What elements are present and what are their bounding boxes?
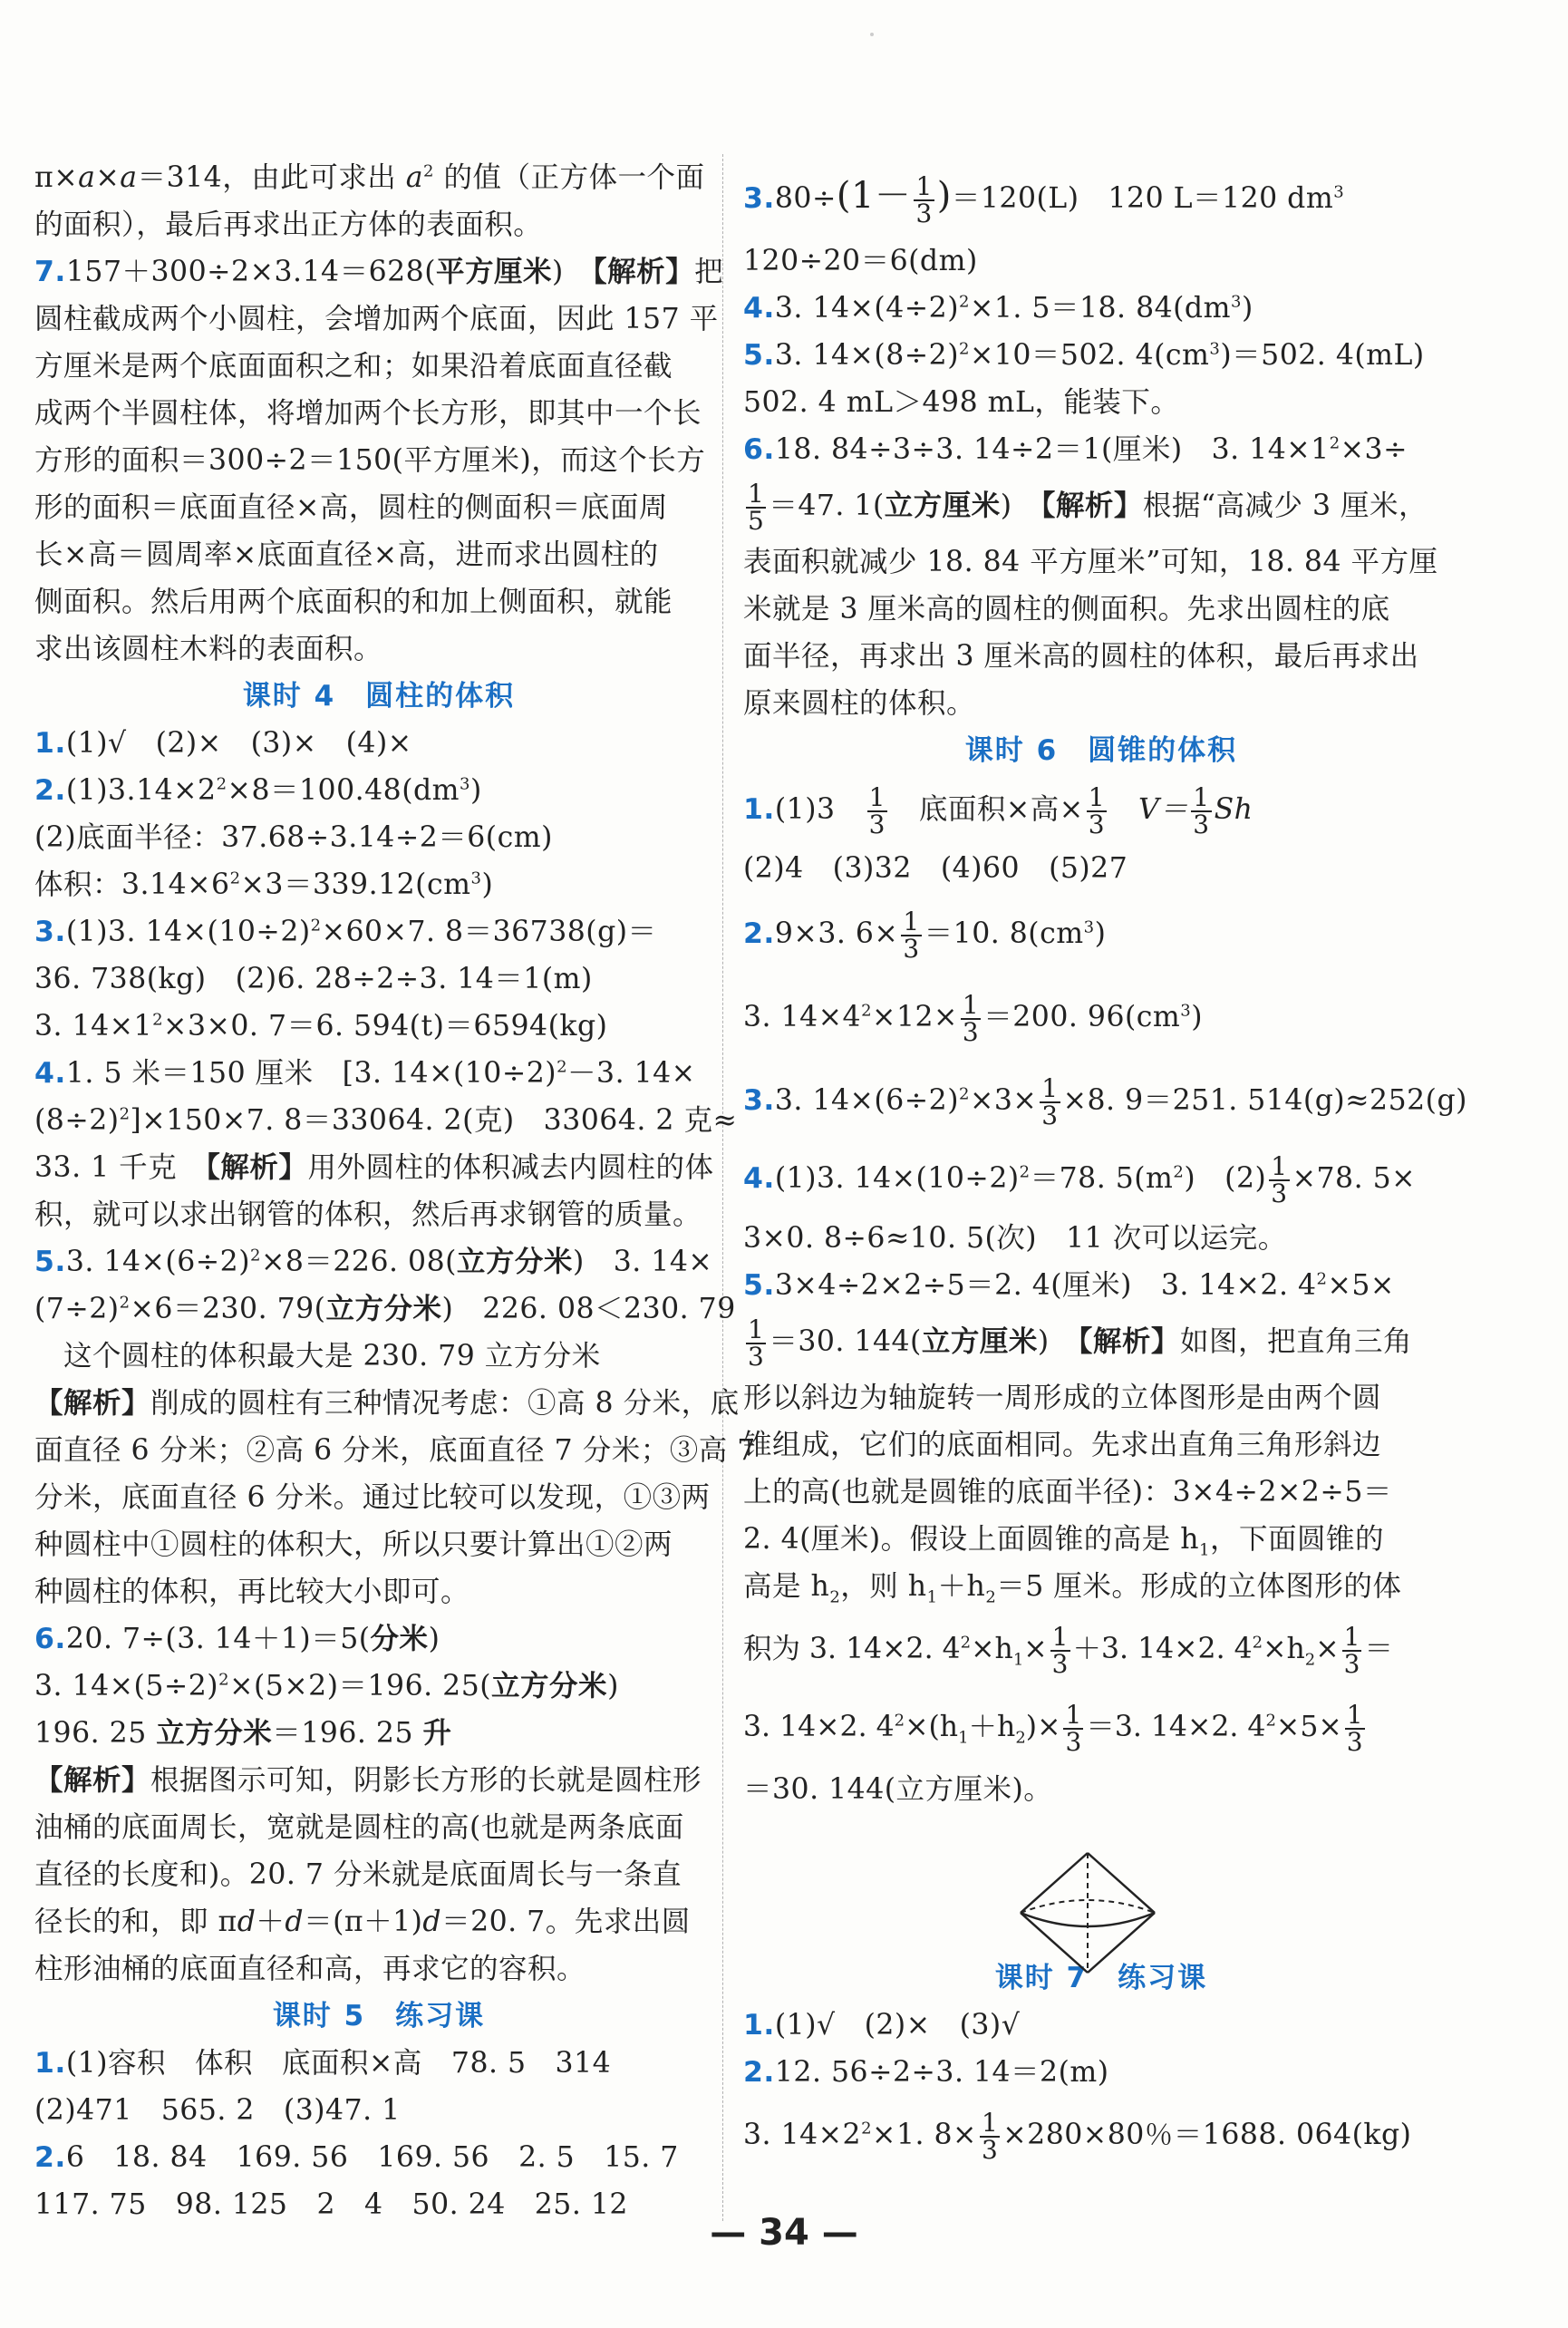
text-line: 柱形油桶的底面直径和高，再求它的容积。	[34, 1953, 586, 1985]
text-line: 形的面积＝底面直径×高，圆柱的侧面积＝底面周	[34, 491, 668, 524]
lower-cone-left-edge	[1021, 1913, 1088, 1973]
text-line: 【解析】根据图示可知，阴影长方形的长就是圆柱形	[34, 1763, 702, 1797]
text-line: 直径的长度和)。20. 7 分米就是底面周长与一条直	[34, 1858, 682, 1891]
text-line: ＝30. 144(立方厘米)。	[743, 1773, 1053, 1806]
text-line: 上的高(也就是圆锥的底面半径)：3×4÷2×2÷5＝	[743, 1476, 1392, 1508]
text-line: 3. 14×2. $4^2\times(h_1+h_2)\times$ $\frac{1}{3}$ ＝3. 14×2. $4^2\times 5\times$ $\frac{1}{3}$	[743, 1699, 1363, 1757]
text-line: 面直径 6 分米；②高 6 分米，底面直径 7 分米；③高 7	[34, 1434, 756, 1467]
text-line: 分米，底面直径 6 分米。通过比较可以发现，①③两	[34, 1481, 711, 1514]
answer-4: 4.3. $14\times(4\div 2)^2\times 1$. 5＝18. $84(dm^3)$	[743, 292, 1253, 325]
text-line: 长×高＝圆周率×底面直径×高，进而求出圆柱的	[34, 538, 659, 571]
answer-1: 1.(1)3 $\frac{1}{3}$ 底面积×高× $\frac{1}{3}$ V＝ $\frac{1}{3}$ Sh	[743, 781, 1253, 839]
fraction: $\frac{1}{3}$	[1346, 1699, 1363, 1757]
text-line: 196. 25 立方分米＝196. 25 升	[34, 1716, 452, 1750]
fraction: $\frac{1}{3}$	[981, 2107, 999, 2165]
answer-5: 5.3. $14\times(6\div 2)^2\times 8=226$. 08(立方分米) 3. 14×	[34, 1245, 713, 1278]
section-heading-6: 课时 6 圆锥的体积	[964, 734, 1238, 767]
fraction: $\frac{1}{3}$	[868, 781, 886, 839]
scan-speck	[870, 33, 874, 36]
answer-3: 3.3. $14\times(6\div 2)^2\times 3\times$ $\frac{1}{3}$ ×8. 9＝251. 514(g)≈252(g)	[743, 1072, 1467, 1130]
text-line: 【解析】削成的圆柱有三种情况考虑：①高 8 分米，底	[34, 1386, 740, 1420]
section-heading-4: 课时 4 圆柱的体积	[242, 680, 516, 713]
text-line: 求出该圆柱木料的表面积。	[34, 633, 383, 665]
text-line: 502. 4 mL＞498 mL，能装下。	[743, 386, 1180, 419]
text-line: 成两个半圆柱体，将增加两个长方形，即其中一个长	[34, 397, 702, 430]
text-line: 积，就可以求出钢管的体积，然后再求钢管的质量。	[34, 1198, 702, 1231]
text-line: 120÷20＝6(dm)	[743, 245, 978, 277]
text-line: 方形的面积＝300÷2＝150(平方厘米)，而这个长方	[34, 444, 706, 477]
text-line: 3×0. 8÷6≈10. 5(次) 11 次可以运完。	[743, 1222, 1287, 1255]
fraction: $\frac{1}{3}$	[748, 1314, 765, 1372]
answer-3: 3.(1)3. $14\times(10\div 2)^2\times 60\times 7$. 8＝36738(g)＝	[34, 916, 657, 948]
answer-7: 7.157＋300÷2×3.14＝628(平方厘米) 【解析】把	[34, 255, 724, 288]
answer-2: 2.12. 56÷2÷3. 14＝2(m)	[743, 2056, 1109, 2089]
fraction: $\frac{1}{3}$	[1051, 1621, 1069, 1679]
text-line: $(8\div 2)^2]\times 150\times 7$. 8＝33064. 2(克) 33064. 2 克≈	[34, 1104, 738, 1137]
answer-2: 2.6 18. 84 169. 56 169. 56 2. 5 15. 7	[34, 2141, 679, 2174]
text-line: 圆柱截成两个小圆柱，会增加两个底面，因此 157 平	[34, 303, 719, 335]
fraction: $\frac{1}{3}$	[1193, 781, 1210, 839]
text-line: 种圆柱中①圆柱的体积大，所以只要计算出①②两	[34, 1528, 673, 1561]
answer-2: 2.9×3. 6× $\frac{1}{3}$ ＝10. $8(cm^3)$	[743, 906, 1107, 964]
answer-5: 5.3. $14\times(8\div 2)^2\times 10=502$. $4(cm^3)=502$. 4(mL)	[743, 339, 1425, 372]
fraction: $\frac{1}{3}$	[1088, 781, 1106, 839]
text-line: 33. 1 千克 【解析】用外圆柱的体积减去内圆柱的体	[34, 1150, 714, 1184]
text-line: 面半径，再求出 3 厘米高的圆柱的体积，最后再求出	[743, 640, 1419, 673]
answer-1: 1.(1)容积 体积 底面积×高 78. 5 314	[34, 2047, 612, 2080]
text-line: 原来圆柱的体积。	[743, 687, 976, 720]
answer-1: 1.(1)√ (2)× (3)× (4)×	[34, 727, 412, 760]
text-line: 2. 4(厘米)。假设上面圆锥的高是 $h_1$，下面圆锥的	[743, 1523, 1384, 1560]
text-line: 高是 $h_2$，则 $h_1+h_2=5$ 厘米。形成的立体图形的体	[743, 1570, 1402, 1607]
text-line: 种圆柱的体积，再比较大小即可。	[34, 1576, 470, 1608]
section-heading-5: 课时 5 练习课	[272, 2000, 486, 2032]
fraction: $\frac{1}{3}$	[1065, 1699, 1082, 1757]
fraction: $\frac{1}{5}$	[748, 478, 765, 536]
lower-cone-right-edge	[1088, 1913, 1155, 1973]
answer-2: $2.(1)3.14\times 2^2\times 8=100.48(dm^3)$	[34, 774, 482, 807]
text-line: π×a×a＝314，由此可求出 $a^2$ 的值（正方体一个面	[34, 161, 705, 194]
text-line: $\frac{1}{3}$ ＝30. 144(立方厘米) 【解析】如图，把直角三角	[748, 1314, 1412, 1372]
left-column	[34, 154, 756, 2228]
text-line: (2)4 (3)32 (4)60 (5)27	[743, 852, 1128, 885]
answer-4: 4.(1)3. $14\times(10\div 2)^2=78$. $5(m^2)$ (2) $\frac{1}{3}$ ×78. 5×	[743, 1150, 1417, 1208]
text-line: 这个圆柱的体积最大是 230. 79 立方分米	[34, 1340, 601, 1373]
text-line: 117. 75 98. 125 2 4 50. 24 25. 12	[34, 2188, 628, 2221]
text-line: $\frac{1}{5}$ ＝47. 1(立方厘米) 【解析】根据“高减少 3 厘米，	[748, 478, 1428, 536]
answer-6: 6.20. 7÷(3. 14＋1)＝5(分米)	[34, 1622, 440, 1655]
page-number: — 34 —	[710, 2212, 858, 2254]
text-line: 3. $14\times 2^2\times 1$. 8× $\frac{1}{3}$ ×280×80％＝1688. 064(kg)	[743, 2107, 1412, 2165]
text-line: 锥组成，它们的底面相同。先求出直角三角形斜边	[743, 1429, 1382, 1461]
text-line: 形以斜边为轴旋转一周形成的立体图形是由两个圆	[743, 1382, 1382, 1414]
fraction: $\frac{1}{3}$	[915, 170, 933, 228]
answer-5: 5.3×4÷2×2÷5＝2. 4(厘米) 3. 14×2. $4^2\times 5\times$	[743, 1269, 1395, 1302]
text-line: 3. $14\times(5\div 2)^2\times(5\times 2)=196$. 25(立方分米)	[34, 1669, 619, 1702]
text-line: 侧面积。然后用两个底面积的和加上侧面积，就能	[34, 586, 673, 618]
text-line: 的面积），最后再求出正方体的表面积。	[34, 209, 543, 241]
answer-3: 3.80÷(1－ $\frac{1}{3}$ )＝120(L) 120 L＝120 $dm^3$	[743, 170, 1345, 228]
text-line: $(7\div 2)^2\times 6=230$. 79(立方分米) 226. 08＜230. 79	[34, 1292, 736, 1325]
text-line: 表面积就减少 18. 84 平方厘米”可知，18. 84 平方厘	[743, 546, 1438, 578]
text-line: (2)底面半径：37.68÷3.14÷2＝6(cm)	[34, 821, 553, 854]
text-line: 积为 3. 14×2. $4^2\times h_1\times$ $\frac{1}{3}$ ＋3. 14×2. $4^2\times h_2\times$ $\frac{1}{3}$ ＝	[743, 1621, 1393, 1679]
text-line: 36. 738(kg) (2)6. 28÷2÷3. 14＝1(m)	[34, 963, 593, 995]
fraction: $\frac{1}{3}$	[1343, 1621, 1360, 1679]
text-line: 3. $14\times 4^2\times 12\times$ $\frac{1}{3}$ ＝200. $96(cm^3)$	[743, 989, 1204, 1047]
text-line: 油桶的底面周长，宽就是圆柱的高(也就是两条底面	[34, 1811, 684, 1844]
fraction: $\frac{1}{3}$	[1271, 1150, 1288, 1208]
fraction: $\frac{1}{3}$	[903, 906, 920, 964]
answer-6: 6.18. 84÷3÷3. 14÷2＝1(厘米) 3. $14\times 1^2\times 3\div$	[743, 433, 1408, 466]
text-line: 3. $14\times 1^2\times 3\times 0$. 7＝6. 594(t)＝6594(kg)	[34, 1010, 608, 1043]
double-cone-figure	[1015, 1849, 1160, 1976]
fraction: $\frac{1}{3}$	[1041, 1072, 1059, 1130]
text-line: 方厘米是两个底面面积之和；如果沿着底面直径截	[34, 350, 673, 383]
text-line: 体积：$3.14\times 6^2\times 3=339.12(cm^3)$	[34, 868, 494, 901]
section-heading-7: 课时 7 练习课	[994, 1962, 1208, 1994]
text-line: 米就是 3 厘米高的圆柱的侧面积。先求出圆柱的底	[743, 593, 1390, 626]
text-line: (2)471 565. 2 (3)47. 1	[34, 2094, 401, 2127]
text-line: 径长的和，即 πd＋d＝(π＋1)d＝20. 7。先求出圆	[34, 1906, 691, 1938]
fraction: $\frac{1}{3}$	[962, 989, 980, 1047]
answer-4: 4.1. 5 米＝150 厘米 [3. $14\times(10\div 2)^2-3$. 14×	[34, 1057, 696, 1090]
answer-1: 1.(1)√ (2)× (3)√	[743, 2009, 1021, 2042]
